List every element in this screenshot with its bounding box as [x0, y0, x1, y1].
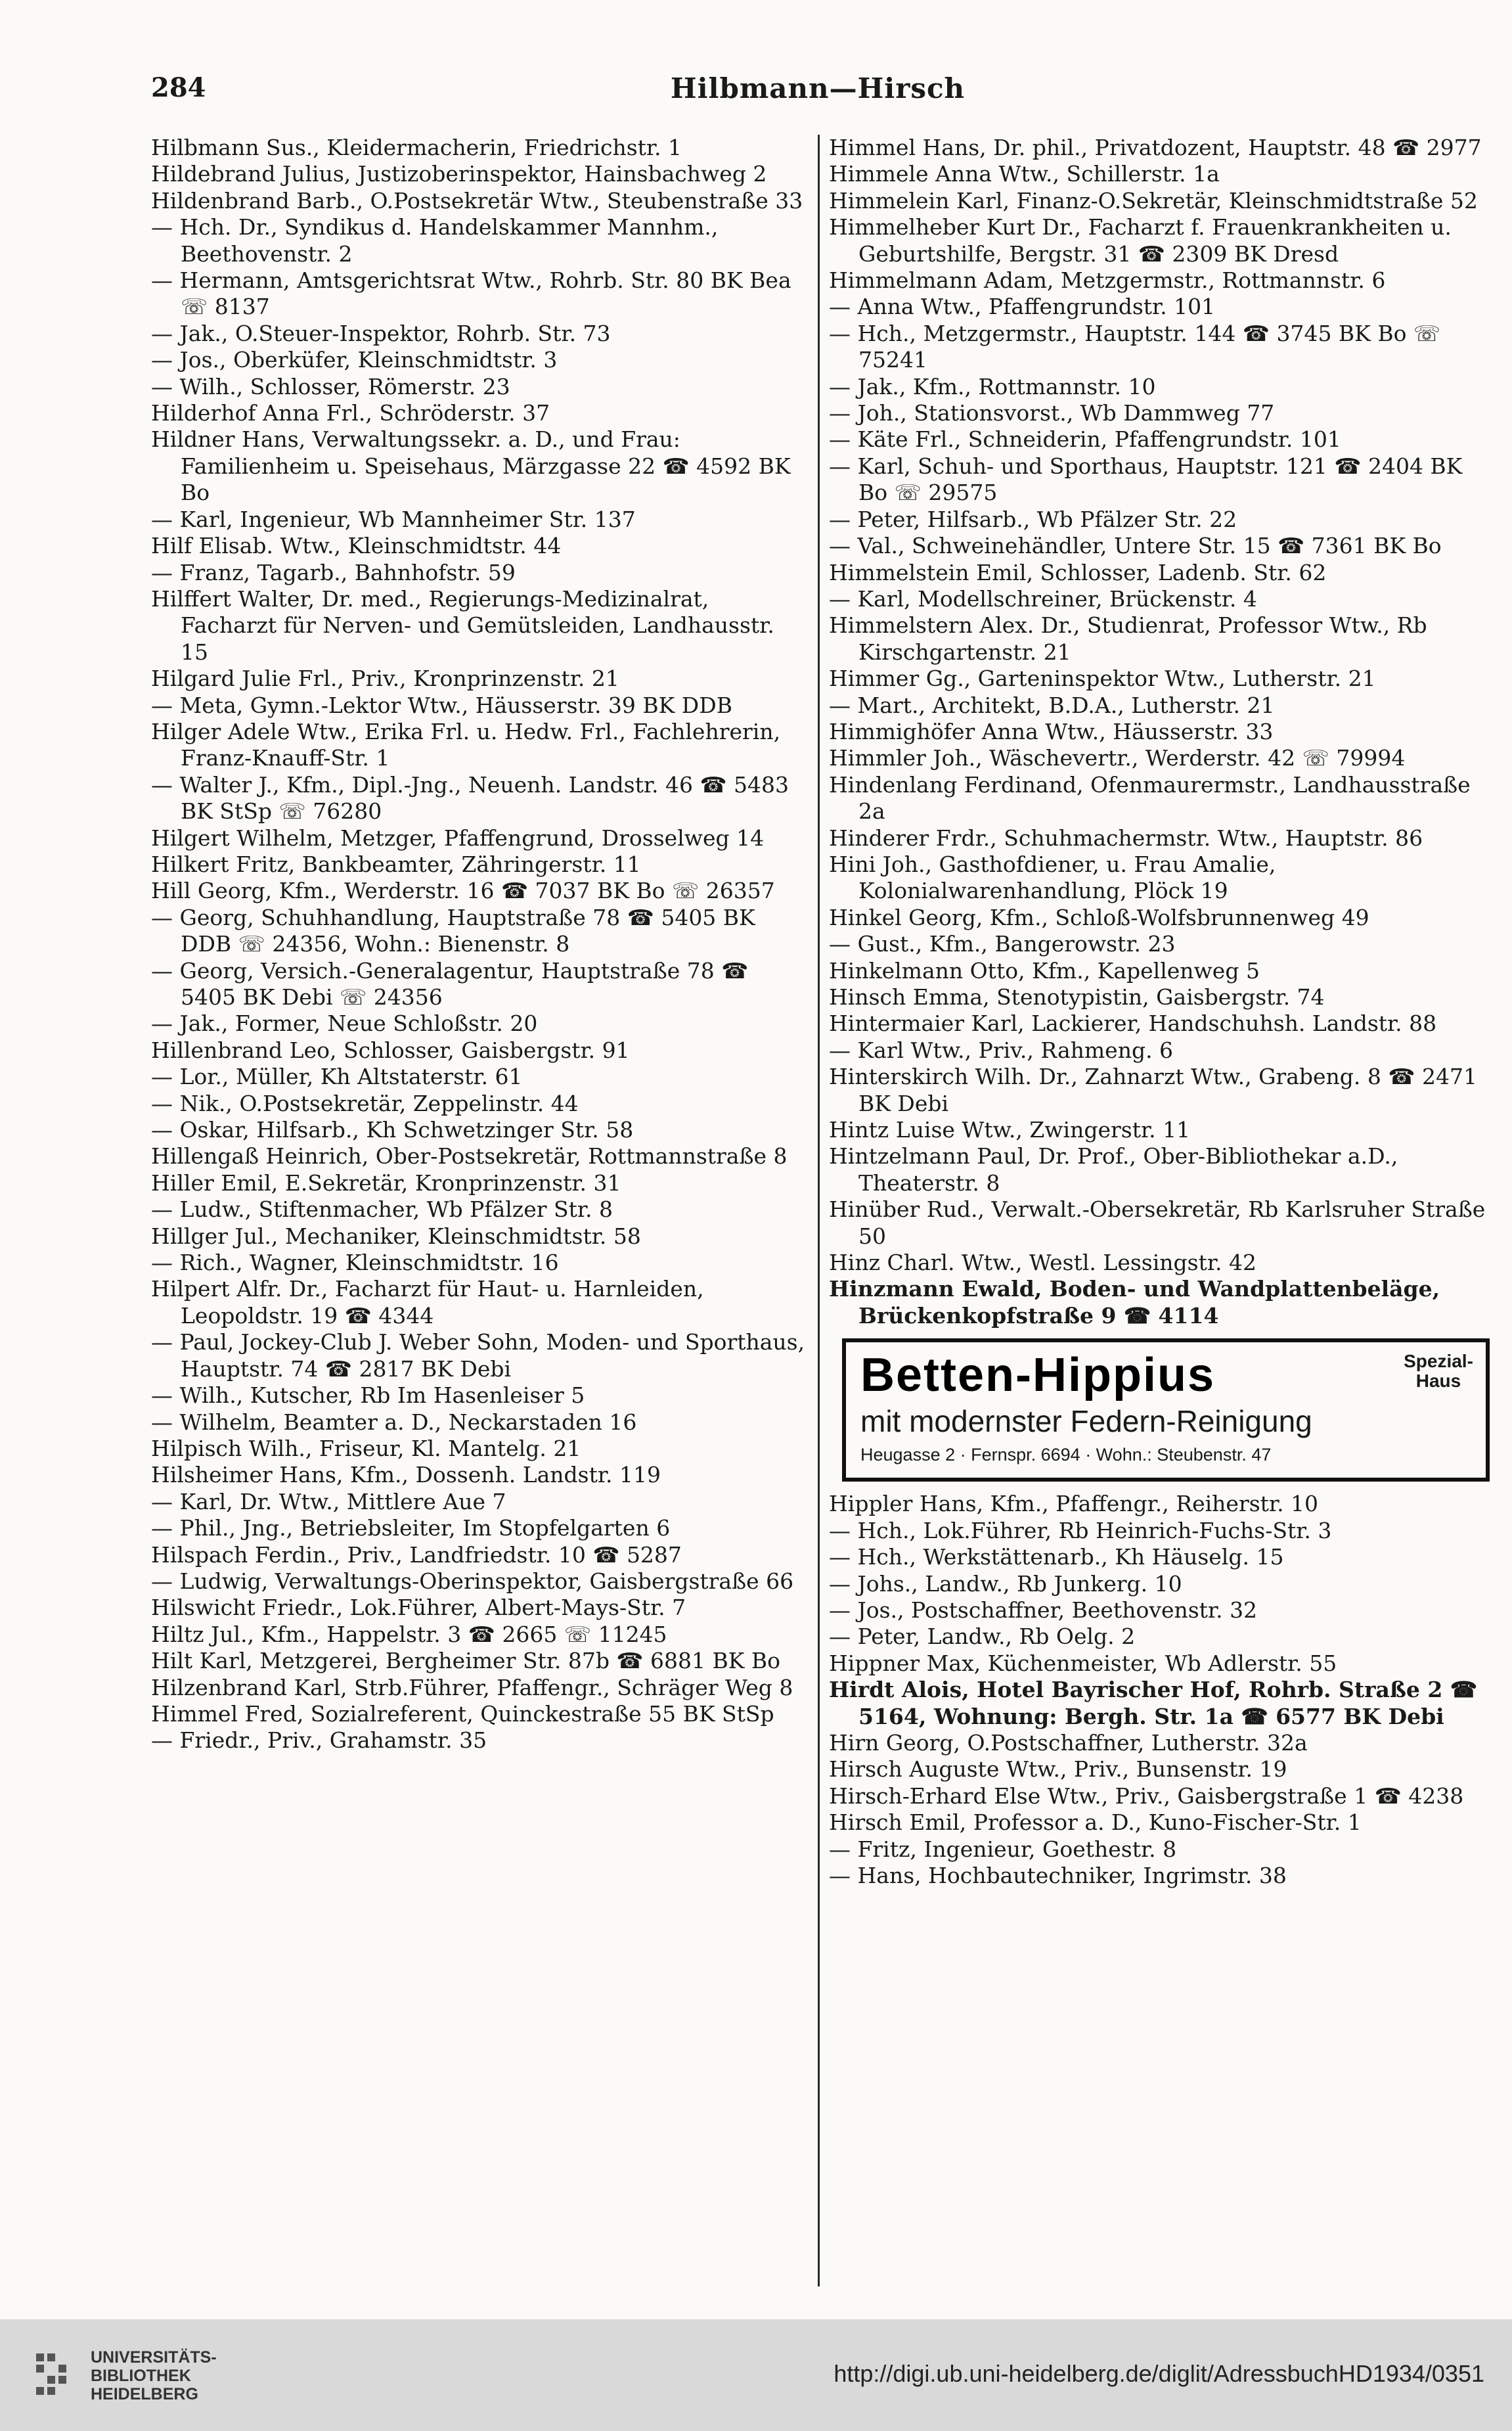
- directory-entry: — Hch. Dr., Syndikus d. Handelskammer Mannhm., Beethovenstr. 2: [151, 214, 719, 267]
- directory-entry: Hilpisch Wilh., Friseur, Kl. Mantelg. 21: [151, 1435, 581, 1461]
- directory-entry: — Wilh., Schlosser, Römerstr. 23: [151, 373, 510, 399]
- directory-entry: Hini Joh., Gasthofdiener, u. Frau Amalie, Kolonialwarenhandlung, Plöck 19: [829, 851, 1276, 904]
- directory-entry: — Ludw., Stiftenmacher, Wb Pfälzer Str. 8: [151, 1196, 613, 1223]
- directory-entry: Hillengaß Heinrich, Ober-Postsekretär, Rottmannstraße 8: [151, 1143, 788, 1170]
- directory-entry: — Johs., Landw., Rb Junkerg. 10: [829, 1570, 1182, 1597]
- directory-entry: Himmelheber Kurt Dr., Facharzt f. Frauenkrankheiten u. Geburtshilfe, Bergstr. 31 ☎ 2309 BK Dresd: [829, 214, 1452, 267]
- directory-entry: — Jak., Kfm., Rottmannstr. 10: [829, 373, 1156, 399]
- directory-entry: Hintz Luise Wtw., Zwingerstr. 11: [829, 1117, 1191, 1143]
- directory-entry: Hinkelmann Otto, Kfm., Kapellenweg 5: [829, 957, 1260, 984]
- directory-entry: Hirsch Emil, Professor a. D., Kuno-Fischer-Str. 1: [829, 1809, 1362, 1836]
- directory-entry: — Käte Frl., Schneiderin, Pfaffengrundstr. 101: [829, 426, 1341, 453]
- source-url-link[interactable]: http://digi.ub.uni-heidelberg.de/diglit/AdressbuchHD1934/0351: [834, 2360, 1484, 2387]
- directory-entry: Hirsch Auguste Wtw., Priv., Bunsenstr. 19: [829, 1756, 1287, 1783]
- directory-entry: Hildebrand Julius, Justizoberinspektor, Hainsbachweg 2: [151, 161, 767, 187]
- directory-entry: — Ludwig, Verwaltungs-Oberinspektor, Gaisbergstraße 66: [151, 1568, 794, 1594]
- university-library-logo-icon: [33, 2348, 79, 2401]
- directory-entry: Hillger Jul., Mechaniker, Kleinschmidtstr. 58: [151, 1223, 641, 1249]
- directory-entry: — Phil., Jng., Betriebsleiter, Im Stopfelgarten 6: [151, 1515, 671, 1541]
- directory-entry: — Jos., Oberküfer, Kleinschmidtstr. 3: [151, 347, 558, 373]
- ad-title: Betten-Hippius: [860, 1349, 1215, 1402]
- directory-entry: — Jos., Postschaffner, Beethovenstr. 32: [829, 1597, 1258, 1623]
- directory-entry: — Karl, Dr. Wtw., Mittlere Aue 7: [151, 1488, 506, 1514]
- directory-entry: Hilf Elisab. Wtw., Kleinschmidtstr. 44: [151, 533, 562, 559]
- advertisement-betten-hippius: [842, 1338, 1490, 1482]
- directory-entry: — Rich., Wagner, Kleinschmidtstr. 16: [151, 1250, 559, 1276]
- directory-entry: — Nik., O.Postsekretär, Zeppelinstr. 44: [151, 1090, 579, 1116]
- directory-entry: Hillenbrand Leo, Schlosser, Gaisbergstr. 91: [151, 1037, 630, 1063]
- directory-entry: — Joh., Stationsvorst., Wb Dammweg 77: [829, 400, 1275, 426]
- directory-entry: — Mart., Architekt, B.D.A., Lutherstr. 21: [829, 692, 1275, 718]
- ad-subtitle: mit modernster Federn-Reinigung: [860, 1404, 1312, 1439]
- directory-entry: — Oskar, Hilfsarb., Kh Schwetzinger Str. 58: [151, 1117, 634, 1143]
- directory-entry: Himmler Joh., Wäschevertr., Werderstr. 42 ☏ 79994: [829, 745, 1406, 771]
- directory-entry: Hippler Hans, Kfm., Pfaffengr., Reiherstr. 10: [829, 1491, 1319, 1517]
- directory-entry: Himmelstein Emil, Schlosser, Ladenb. Str. 62: [829, 559, 1327, 585]
- logo-line-2: BIBLIOTHEK: [91, 2367, 191, 2385]
- directory-entry: — Franz, Tagarb., Bahnhofstr. 59: [151, 559, 516, 585]
- ad-address: Heugasse 2 · Fernspr. 6694 · Wohn.: Steubenstr. 47: [860, 1445, 1272, 1465]
- directory-entry: Hilspach Ferdin., Priv., Landfriedstr. 10 ☎ 5287: [151, 1541, 682, 1568]
- page-number: 284: [151, 72, 206, 103]
- directory-entry: Hiltz Jul., Kfm., Happelstr. 3 ☎ 2665 ☏ 11245: [151, 1621, 667, 1647]
- directory-entry: Himmel Fred, Sozialreferent, Quinckestraße 55 BK StSp: [151, 1700, 774, 1727]
- directory-entry: Hilger Adele Wtw., Erika Frl. u. Hedw. Frl., Fachlehrerin, Franz-Knauff-Str. 1: [151, 718, 781, 771]
- left-column: [151, 135, 808, 1754]
- directory-entry: — Peter, Hilfsarb., Wb Pfälzer Str. 22: [829, 506, 1237, 532]
- directory-entry: Hinderer Frdr., Schuhmachermstr. Wtw., Hauptstr. 86: [829, 825, 1423, 851]
- directory-entry: — Paul, Jockey-Club J. Weber Sohn, Moden- und Sporthaus, Hauptstr. 74 ☎ 2817 BK Debi: [151, 1329, 805, 1382]
- ad-badge-line1: Spezial-: [1404, 1351, 1473, 1372]
- ad-badge-line2: Haus: [1415, 1371, 1461, 1392]
- directory-entry: Hildner Hans, Verwaltungssekr. a. D., und Frau: Familienheim u. Speisehaus, Märzgasse 22 ☎ 4592 BK Bo: [151, 426, 791, 506]
- directory-entry: Himmelmann Adam, Metzgermstr., Rottmannstr. 6: [829, 267, 1386, 294]
- directory-entry: Himmighöfer Anna Wtw., Häusserstr. 33: [829, 718, 1274, 744]
- directory-entry: — Hch., Lok.Führer, Rb Heinrich-Fuchs-Str. 3: [829, 1517, 1332, 1543]
- directory-entry: Hirn Georg, O.Postschaffner, Lutherstr. 32a: [829, 1729, 1308, 1756]
- directory-entry: Hinsch Emma, Stenotypistin, Gaisbergstr. 74: [829, 984, 1325, 1010]
- directory-entry: Hintermaier Karl, Lackierer, Handschuhsh. Landstr. 88: [829, 1011, 1437, 1037]
- directory-entry: Hintzelmann Paul, Dr. Prof., Ober-Bibliothekar a.D., Theaterstr. 8: [829, 1143, 1398, 1196]
- directory-entry: Hilswicht Friedr., Lok.Führer, Albert-Mays-Str. 7: [151, 1595, 686, 1621]
- directory-entry: — Fritz, Ingenieur, Goethestr. 8: [829, 1836, 1177, 1862]
- directory-entry: Himmele Anna Wtw., Schillerstr. 1a: [829, 161, 1220, 187]
- directory-entry: Hilgard Julie Frl., Priv., Kronprinzenstr. 21: [151, 666, 619, 692]
- directory-entry: — Anna Wtw., Pfaffengrundstr. 101: [829, 294, 1216, 320]
- directory-entry: Hilgert Wilhelm, Metzger, Pfaffengrund, Drosselweg 14: [151, 825, 765, 851]
- directory-entry: — Meta, Gymn.-Lektor Wtw., Häusserstr. 39 BK DDB: [151, 692, 732, 718]
- directory-entry: Hinüber Rud., Verwalt.-Obersekretär, Rb Karlsruher Straße 50: [829, 1196, 1486, 1249]
- directory-entry: — Karl, Ingenieur, Wb Mannheimer Str. 137: [151, 506, 636, 532]
- directory-entry: Hirsch-Erhard Else Wtw., Priv., Gaisbergstraße 1 ☎ 4238: [829, 1783, 1464, 1809]
- directory-entry: — Gust., Kfm., Bangerowstr. 23: [829, 931, 1176, 957]
- directory-entry: — Wilh., Kutscher, Rb Im Hasenleiser 5: [151, 1382, 585, 1409]
- directory-entry: Hilzenbrand Karl, Strb.Führer, Pfaffengr., Schräger Weg 8: [151, 1674, 793, 1700]
- bold-entry-hinzmann: Hinzmann Ewald, Boden- und Wandplattenbeläge, Brückenkopfstraße 9 ☎ 4114: [829, 1276, 1440, 1329]
- directory-entry: Himmel Hans, Dr. phil., Privatdozent, Hauptstr. 48 ☎ 2977: [829, 135, 1482, 160]
- running-head: Hilbmann—Hirsch: [670, 72, 966, 104]
- directory-entry: Hinz Charl. Wtw., Westl. Lessingstr. 42: [829, 1250, 1256, 1276]
- directory-entry: Hippner Max, Küchenmeister, Wb Adlerstr. 55: [829, 1650, 1337, 1676]
- directory-entry: Hilderhof Anna Frl., Schröderstr. 37: [151, 400, 550, 426]
- directory-entry: Hinkel Georg, Kfm., Schloß-Wolfsbrunnenweg 49: [829, 904, 1369, 930]
- directory-entry: — Wilhelm, Beamter a. D., Neckarstaden 16: [151, 1409, 637, 1435]
- directory-entry: Hinterskirch Wilh. Dr., Zahnarzt Wtw., Grabeng. 8 ☎ 2471 BK Debi: [829, 1064, 1477, 1116]
- directory-entry: — Jak., Former, Neue Schloßstr. 20: [151, 1011, 538, 1037]
- page-header: [151, 72, 1484, 125]
- logo-line-3: HEIDELBERG: [91, 2385, 198, 2403]
- directory-entry: Hilt Karl, Metzgerei, Bergheimer Str. 87b ☎ 6881 BK Bo: [151, 1648, 781, 1674]
- directory-entry: Himmer Gg., Garteninspektor Wtw., Lutherstr. 21: [829, 666, 1376, 692]
- directory-entry: — Hermann, Amtsgerichtsrat Wtw., Rohrb. Str. 80 BK Bea ☏ 8137: [151, 267, 791, 320]
- directory-entry: — Peter, Landw., Rb Oelg. 2: [829, 1624, 1136, 1650]
- directory-entry: Hilkert Fritz, Bankbeamter, Zähringerstr. 11: [151, 851, 641, 877]
- directory-entry: — Karl, Modellschreiner, Brückenstr. 4: [829, 585, 1257, 612]
- directory-entry: Hill Georg, Kfm., Werderstr. 16 ☎ 7037 BK Bo ☏ 26357: [151, 878, 775, 904]
- directory-entry: — Walter J., Kfm., Dipl.-Jng., Neuenh. Landstr. 46 ☎ 5483 BK StSp ☏ 76280: [151, 771, 789, 825]
- logo-line-1: UNIVERSITÄTS-: [91, 2348, 217, 2367]
- bold-entry-hirdt: Hirdt Alois, Hotel Bayrischer Hof, Rohrb. Straße 2 ☎ 5164, Wohnung: Bergh. Str. 1a ☎ 6577 BK Debi: [829, 1677, 1477, 1729]
- directory-entry: — Karl Wtw., Priv., Rahmeng. 6: [829, 1037, 1174, 1063]
- directory-entry: — Hans, Hochbautechniker, Ingrimstr. 38: [829, 1862, 1287, 1888]
- directory-entry: — Hch., Metzgermstr., Hauptstr. 144 ☎ 3745 BK Bo ☏ 75241: [829, 320, 1441, 373]
- directory-entry: — Friedr., Priv., Grahamstr. 35: [151, 1727, 487, 1754]
- directory-entry: Hilbmann Sus., Kleidermacherin, Friedrichstr. 1: [151, 135, 682, 160]
- directory-entry: Hiller Emil, E.Sekretär, Kronprinzenstr. 31: [151, 1170, 621, 1196]
- directory-entry: Hilpert Alfr. Dr., Facharzt für Haut- u. Harnleiden, Leopoldstr. 19 ☎ 4344: [151, 1276, 704, 1329]
- directory-entry: — Val., Schweinehändler, Untere Str. 15 ☎ 7361 BK Bo: [829, 533, 1442, 559]
- directory-entry: — Karl, Schuh- und Sporthaus, Hauptstr. 121 ☎ 2404 BK Bo ☏ 29575: [829, 453, 1463, 506]
- directory-entry: Hindenlang Ferdinand, Ofenmaurermstr., Landhausstraße 2a: [829, 771, 1471, 825]
- footer-band: [0, 2319, 1512, 2431]
- column-divider: [818, 135, 820, 2286]
- ad-badge: [1399, 1352, 1478, 1391]
- logo-text: [91, 2348, 217, 2403]
- directory-entry: Hildenbrand Barb., O.Postsekretär Wtw., Steubenstraße 33: [151, 187, 803, 214]
- directory-entry: Himmelein Karl, Finanz-O.Sekretär, Kleinschmidtstraße 52: [829, 187, 1478, 214]
- directory-entry: Hilffert Walter, Dr. med., Regierungs-Medizinalrat, Facharzt für Nerven- und Gemütsleiden, Landhausstr. 15: [151, 585, 774, 665]
- directory-entry: — Georg, Schuhhandlung, Hauptstraße 78 ☎ 5405 BK DDB ☏ 24356, Wohn.: Bienenstr. 8: [151, 904, 755, 957]
- directory-entry: — Jak., O.Steuer-Inspektor, Rohrb. Str. 73: [151, 320, 611, 346]
- directory-entry: Himmelstern Alex. Dr., Studienrat, Professor Wtw., Rb Kirschgartenstr. 21: [829, 612, 1427, 665]
- right-column: [829, 135, 1492, 1889]
- directory-entry: Hilsheimer Hans, Kfm., Dossenh. Landstr. 119: [151, 1462, 661, 1488]
- directory-entry: — Lor., Müller, Kh Altstaterstr. 61: [151, 1064, 523, 1090]
- directory-entry: — Hch., Werkstättenarb., Kh Häuselg. 15: [829, 1544, 1284, 1570]
- directory-entry: — Georg, Versich.-Generalagentur, Hauptstraße 78 ☎ 5405 BK Debi ☏ 24356: [151, 957, 749, 1010]
